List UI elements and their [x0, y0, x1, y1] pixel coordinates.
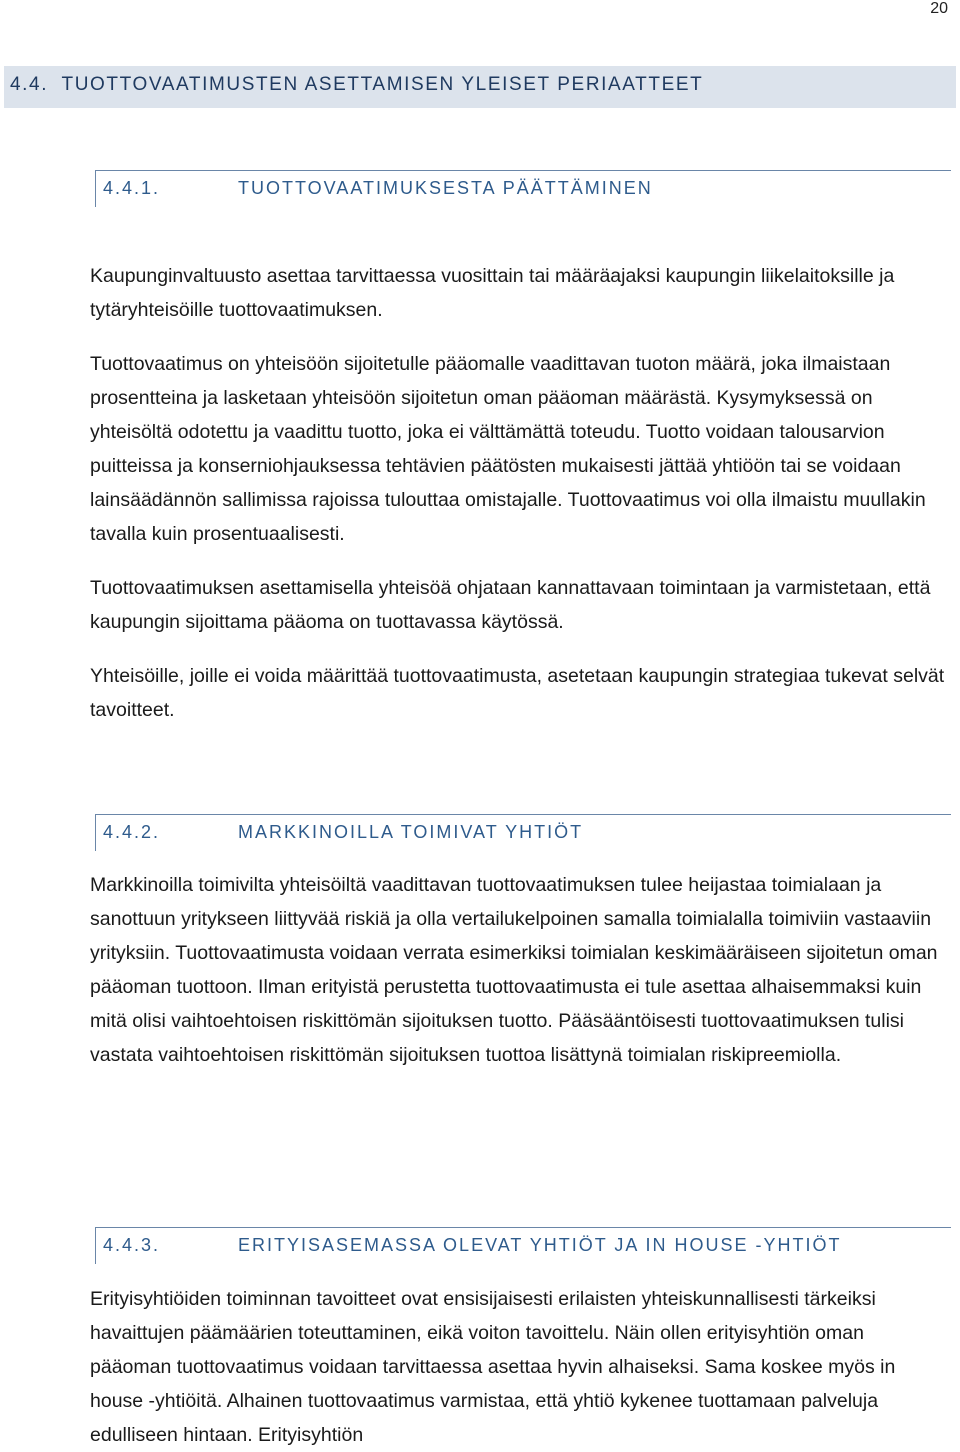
subsection-heading-4-4-3 [95, 1227, 951, 1264]
section-title: TUOTTOVAATIMUSTEN ASETTAMISEN YLEISET PERIAATTEET [61, 74, 704, 95]
paragraph: Kaupunginvaltuusto asettaa tarvittaessa vuosittain tai määräajaksi kaupungin liikelaitoksille ja tytäryhteisöille tuottovaatimuksen. [90, 265, 895, 321]
paragraph: Yhteisöille, joille ei voida määrittää tuottovaatimusta, asetetaan kaupungin strategiaa tukevat selvät tavoitteet. [90, 665, 945, 721]
paragraph: Tuottovaatimuksen asettamisella yhteisöä ohjataan kannattavaan toimintaan ja varmistetaan, että kaupungin sijoittama pääoma on tuottavassa käytössä. [90, 577, 931, 633]
subsection-number: 4.4.3. [103, 1235, 161, 1255]
page-number: 20 [930, 0, 948, 17]
paragraph: Erityisyhtiöiden toiminnan tavoitteet ovat ensisijaisesti erilaisten yhteiskunnallisesti tärkeiksi havaittujen päämäärien toteuttaminen, eikä voiton tavoittelu. Näin ollen erityisyhtiön oman pääoman tuottovaatimus voidaan tarvittaessa asettaa hyvin alhaiseksi. Sama koskee myös in house -yhtiöitä. Alhainen tuottovaatimus varmistaa, että yhtiö kykenee tuottamaan palveluja edulliseen hintaan. Erityisyhtiön [90, 1288, 896, 1446]
section-heading [10, 74, 703, 96]
subsection-heading-4-4-2 [95, 814, 951, 851]
subsection-title: MARKKINOILLA TOIMIVAT YHTIÖT [238, 822, 584, 842]
subsection-title: TUOTTOVAATIMUKSESTA PÄÄTTÄMINEN [238, 178, 653, 198]
subsection-number: 4.4.2. [103, 822, 161, 842]
paragraph: Markkinoilla toimivilta yhteisöiltä vaadittavan tuottovaatimuksen tulee heijastaa toimialaan ja sanottuun yritykseen liittyvää riskiä ja olla vertailukelpoinen samalla toimialalla toimiviin vastaaviin yrityksiin. Tuottovaatimusta voidaan verrata esimerkiksi toimialan keskimääräiseen sijoitetun oman pääoman tuottoon. Ilman erityistä perustetta tuottovaatimusta ei tule asettaa alhaisemmaksi kuin mitä olisi vaihtoehtoisen riskittömän sijoituksen tuotto. Pääsääntöisesti tuottovaatimuksen tulisi vastata vaihtoehtoisen riskittömän sijoituksen tuottoa lisättynä toimialan riskipreemiolla. [90, 874, 938, 1066]
subsection-heading-4-4-1 [95, 170, 951, 207]
section-number: 4.4. [10, 74, 49, 95]
paragraph: Tuottovaatimus on yhteisöön sijoitetulle pääomalle vaadittavan tuoton määrä, joka ilmaistaan prosentteina ja lasketaan yhteisöön sijoitetun oman pääoman määrästä. Kysymyksessä on yhteisöltä odotettu ja vaadittu tuotto, joka ei välttämättä toteudu. Tuotto voidaan talousarvion puitteissa ja konserniohjauksessa tehtävien päätösten mukaisesti jättää yhtiöön tai se voidaan lainsäädännön sallimissa rajoissa tulouttaa omistajalle. Tuottovaatimus voi olla ilmaistu muullakin tavalla kuin prosentuaalisesti. [90, 353, 926, 545]
subsection-number: 4.4.1. [103, 178, 161, 198]
subsection-title: ERITYISASEMASSA OLEVAT YHTIÖT JA IN HOUSE -YHTIÖT [238, 1235, 842, 1255]
